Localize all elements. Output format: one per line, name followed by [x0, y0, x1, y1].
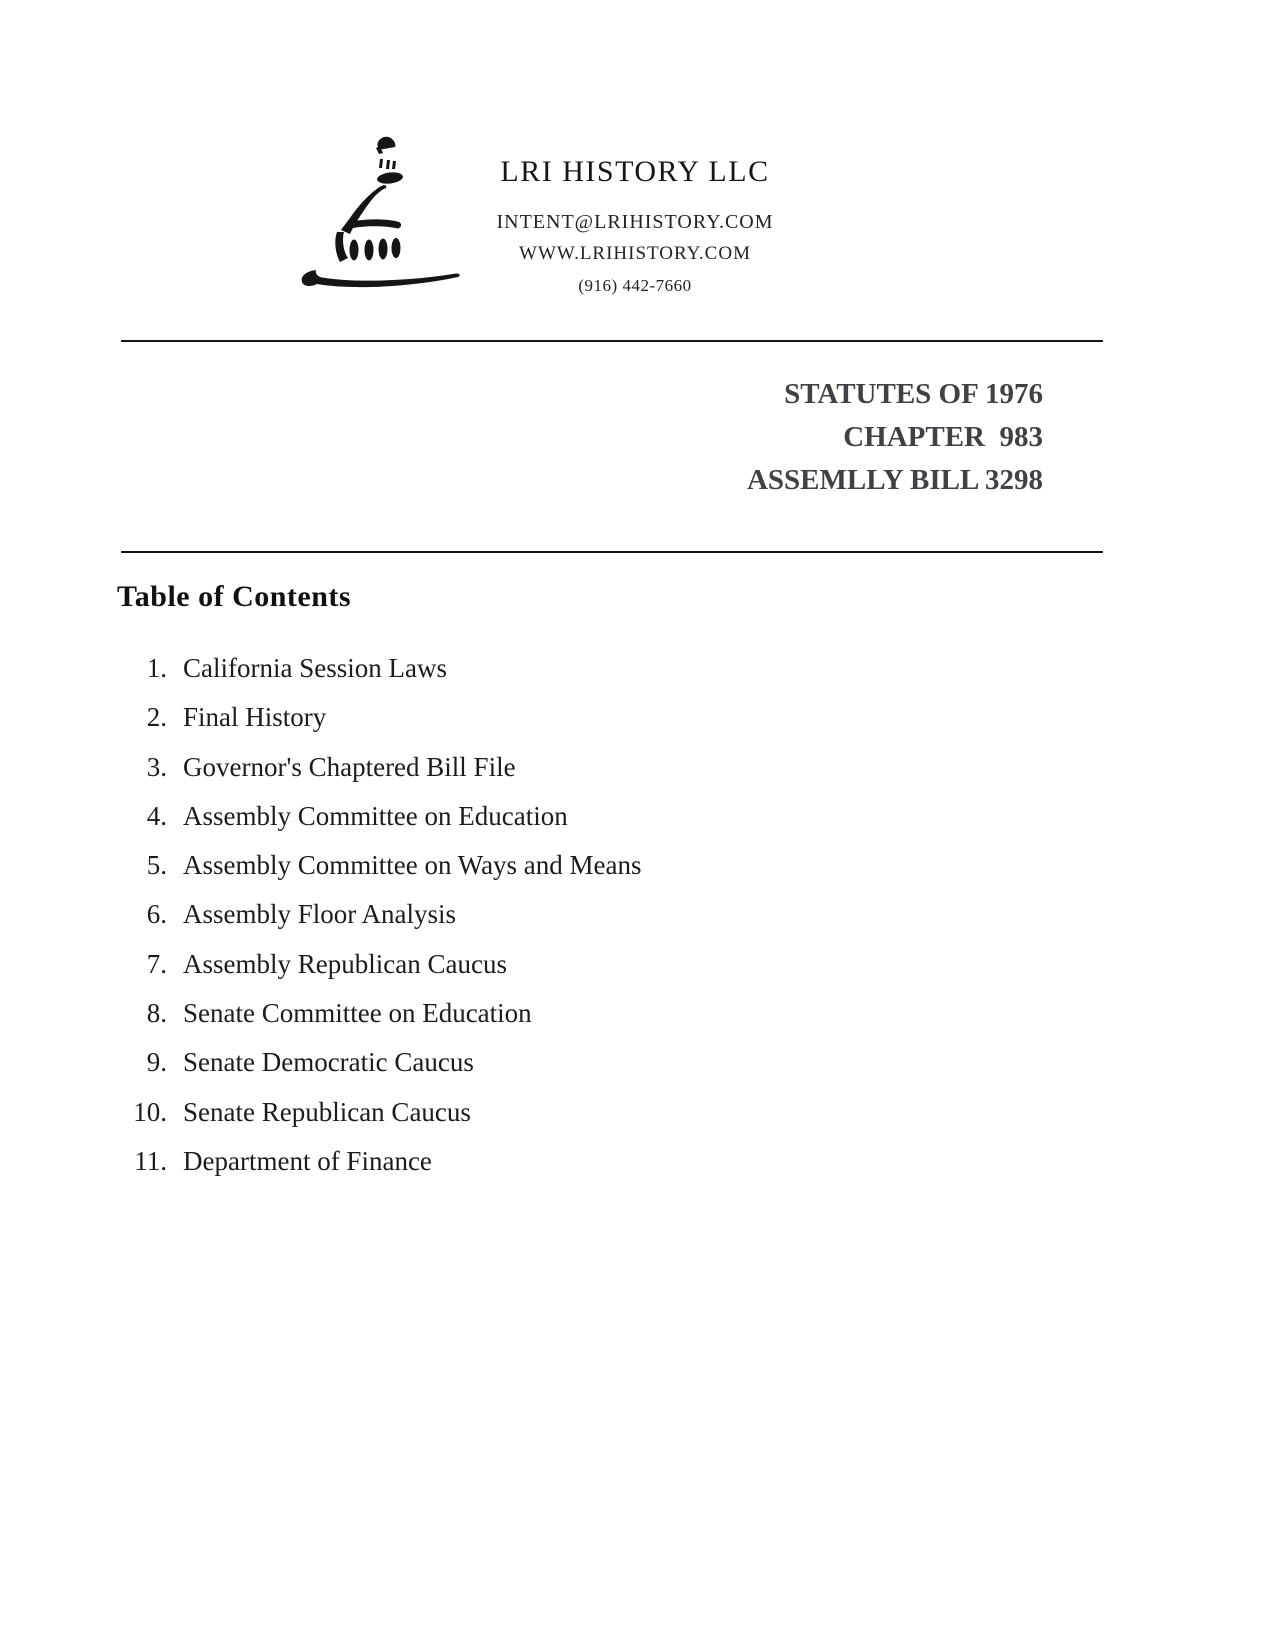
- toc-item: [117, 841, 1017, 890]
- toc-item-number: 11.: [134, 1145, 167, 1176]
- toc-item-label: Assembly Floor Analysis: [183, 899, 457, 930]
- bill-line: ASSEMLLY BILL 3298: [746, 464, 1043, 496]
- reference-divider-rule: [121, 551, 1103, 553]
- statutes-line: STATUTES OF 1976: [784, 378, 1043, 410]
- toc-item-number: 10.: [133, 1096, 167, 1127]
- toc-item-number: 4.: [146, 800, 167, 831]
- toc-item: [117, 1137, 1017, 1186]
- toc-item-number: 1.: [146, 653, 167, 683]
- toc-item: [117, 940, 1017, 989]
- company-name: LRI HISTORY LLC: [500, 155, 770, 188]
- toc-item-number: 8.: [146, 998, 167, 1029]
- toc-item: [117, 989, 1017, 1038]
- toc-list: [117, 644, 1017, 1186]
- chapter-line: CHAPTER 983: [843, 421, 1043, 453]
- toc-item-label: Governor's Chaptered Bill File: [183, 751, 516, 782]
- phone-text: (916) 442-7660: [578, 276, 692, 295]
- toc-heading: Table of Contents: [117, 580, 352, 613]
- email-text: INTENT@LRIHISTORY.COM: [496, 211, 774, 233]
- toc-item-label: Final History: [183, 702, 327, 733]
- toc-item-label: Assembly Committee on Ways and Means: [183, 850, 642, 881]
- toc-item: [117, 693, 1017, 742]
- toc-item-number: 6.: [146, 899, 167, 930]
- toc-item: [117, 890, 1017, 939]
- toc-item-label: Senate Republican Caucus: [183, 1096, 471, 1127]
- toc-item-number: 3.: [146, 751, 167, 782]
- toc-item-label: Assembly Committee on Education: [183, 800, 568, 831]
- toc-item: [117, 792, 1017, 841]
- toc-item-number: 5.: [146, 850, 167, 881]
- toc-item-label: Assembly Republican Caucus: [183, 948, 507, 979]
- website-text: WWW.LRIHISTORY.COM: [519, 243, 751, 264]
- toc-item-number: 9.: [146, 1047, 167, 1078]
- toc-item-label: California Session Laws: [183, 653, 447, 683]
- toc-item: [117, 1038, 1017, 1087]
- toc-item-label: Senate Democratic Caucus: [183, 1047, 474, 1078]
- reference-block: [747, 373, 1043, 502]
- toc-item: [117, 644, 1017, 693]
- header-divider-rule: [121, 340, 1103, 342]
- toc-item: [117, 743, 1017, 792]
- header-contact-block: [430, 152, 840, 300]
- toc-item-label: Senate Committee on Education: [183, 998, 532, 1029]
- toc-item: [117, 1088, 1017, 1137]
- toc-item-number: 2.: [146, 702, 167, 733]
- toc-item-label: Department of Finance: [183, 1145, 432, 1176]
- toc-item-number: 7.: [146, 948, 167, 979]
